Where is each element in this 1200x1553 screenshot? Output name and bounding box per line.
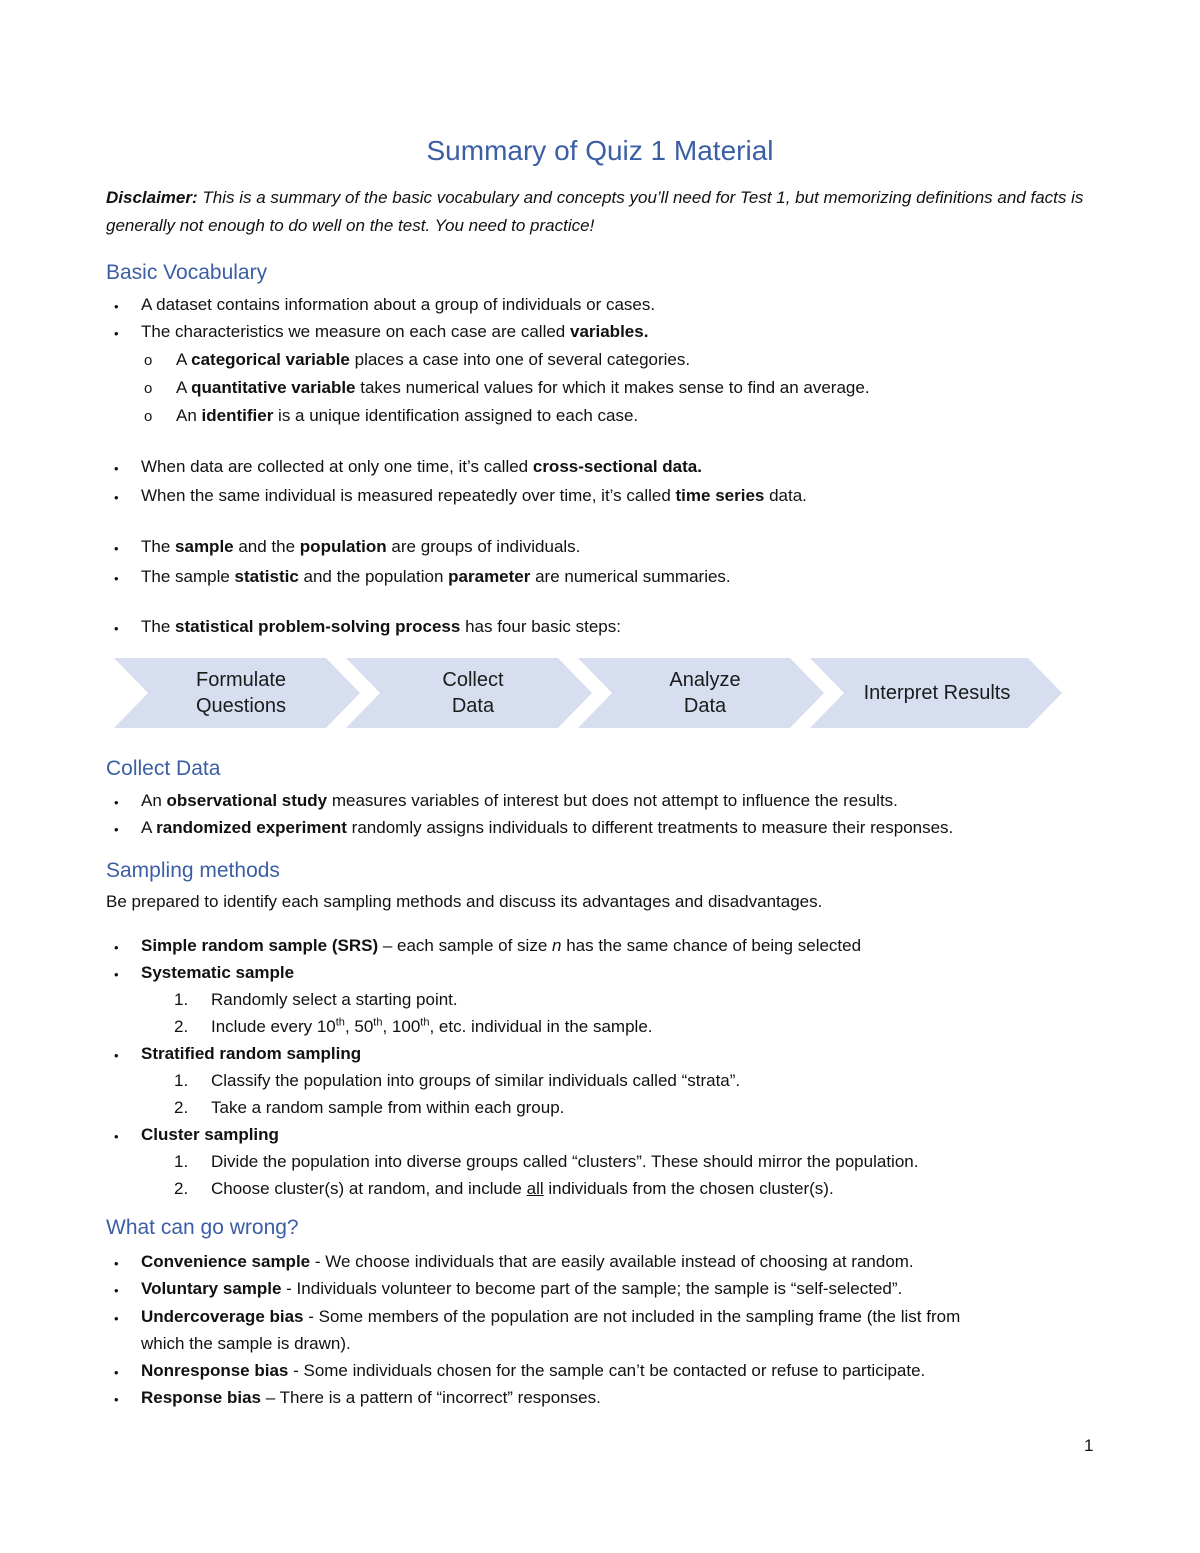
step-formulate-questions: Formulate Questions [195, 669, 287, 717]
list-item: Divide the population into diverse groups called “clusters”. These should mirror the population. [211, 1152, 919, 1171]
step-interpret-results: Interpret Results [863, 682, 1011, 704]
bullet: • [114, 621, 119, 636]
disclaimer-text: This is a summary of the basic vocabulary and concepts you’ll need for Test 1, but memorizing definitions and facts is generally not enough to do well on the test. You need to practice! [106, 188, 1084, 235]
bullet: • [114, 1256, 119, 1271]
list-number: 2. [174, 1179, 189, 1198]
list-item: Response bias – There is a pattern of “incorrect” responses. [141, 1388, 601, 1407]
list-item: When the same individual is measured repeatedly over time, it’s called time series data. [141, 486, 807, 505]
list-item: Choose cluster(s) at random, and include all individuals from the chosen cluster(s). [211, 1179, 834, 1198]
bullet: • [114, 1283, 119, 1298]
sub-bullet: o [144, 352, 153, 369]
bullet: • [114, 795, 119, 810]
list-item: When data are collected at only one time, it’s called cross-sectional data. [141, 457, 702, 476]
list-item: Nonresponse bias - Some individuals chosen for the sample can’t be contacted or refuse to participate. [141, 1361, 926, 1380]
sub-bullet: o [144, 408, 153, 425]
bullet: • [114, 822, 119, 837]
bullet: • [114, 326, 119, 341]
list-item: Voluntary sample - Individuals volunteer to become part of the sample; the sample is “self-selected”. [141, 1279, 903, 1298]
bullet: • [114, 461, 119, 476]
sub-bullet: o [144, 380, 153, 397]
list-item: An observational study measures variables of interest but does not attempt to influence the results. [141, 791, 898, 810]
list-item: The sample statistic and the population parameter are numerical summaries. [141, 567, 731, 586]
list-item: A randomized experiment randomly assigns individuals to different treatments to measure their responses. [141, 818, 954, 837]
list-item: A dataset contains information about a group of individuals or cases. [141, 295, 656, 314]
list-item-continuation: which the sample is drawn). [141, 1334, 351, 1353]
list-item: The characteristics we measure on each case are called variables. [141, 322, 649, 341]
list-item: Convenience sample - We choose individuals that are easily available instead of choosing at random. [141, 1252, 914, 1271]
list-item: Systematic sample [141, 963, 295, 982]
bullet: • [114, 940, 119, 955]
list-item: Take a random sample from within each group. [211, 1098, 565, 1117]
list-item: Undercoverage bias - Some members of the population are not included in the sampling frame (the list from [141, 1307, 961, 1326]
heading-sampling-methods: Sampling methods [106, 859, 280, 882]
list-item: Classify the population into groups of similar individuals called “strata”. [211, 1071, 741, 1090]
bullet: • [114, 1392, 119, 1407]
list-item: Stratified random sampling [141, 1044, 362, 1063]
list-item: A quantitative variable takes numerical values for which it makes sense to find an average. [176, 378, 870, 397]
heading-what-can-go-wrong: What can go wrong? [106, 1216, 299, 1239]
page-number: 1 [1084, 1436, 1094, 1455]
bullet: • [114, 299, 119, 314]
step-collect-data: Collect Data [442, 669, 504, 717]
bullet: • [114, 967, 119, 982]
list-number: 2. [174, 1098, 189, 1117]
sampling-intro: Be prepared to identify each sampling methods and discuss its advantages and disadvantages. [106, 892, 823, 911]
bullet: • [114, 1048, 119, 1063]
list-item: Randomly select a starting point. [211, 990, 458, 1009]
bullet: • [114, 490, 119, 505]
list-item: The sample and the population are groups of individuals. [141, 537, 581, 556]
bullet: • [114, 571, 119, 586]
page-title: Summary of Quiz 1 Material [426, 135, 774, 166]
disclaimer-label: Disclaimer: [106, 188, 198, 207]
process-diagram [112, 658, 1064, 728]
disclaimer [106, 184, 1086, 240]
list-item: Include every 10th, 50th, 100th, etc. individual in the sample. [211, 1016, 653, 1036]
list-number: 2. [174, 1017, 189, 1036]
bullet: • [114, 1311, 119, 1326]
list-number: 1. [174, 1071, 189, 1090]
step-analyze-data: Analyze Data [669, 669, 741, 717]
list-number: 1. [174, 1152, 189, 1171]
list-item: Cluster sampling [141, 1125, 279, 1144]
bullet: • [114, 1129, 119, 1144]
list-item: An identifier is a unique identification assigned to each case. [176, 406, 639, 425]
list-item: The statistical problem-solving process has four basic steps: [141, 617, 621, 636]
list-number: 1. [174, 990, 189, 1009]
bullet: • [114, 541, 119, 556]
bullet: • [114, 1365, 119, 1380]
list-item: A categorical variable places a case into one of several categories. [176, 350, 691, 369]
list-item: Simple random sample (SRS) – each sample of size n has the same chance of being selected [141, 936, 862, 955]
heading-collect-data: Collect Data [106, 757, 221, 780]
heading-basic-vocabulary: Basic Vocabulary [106, 261, 268, 284]
